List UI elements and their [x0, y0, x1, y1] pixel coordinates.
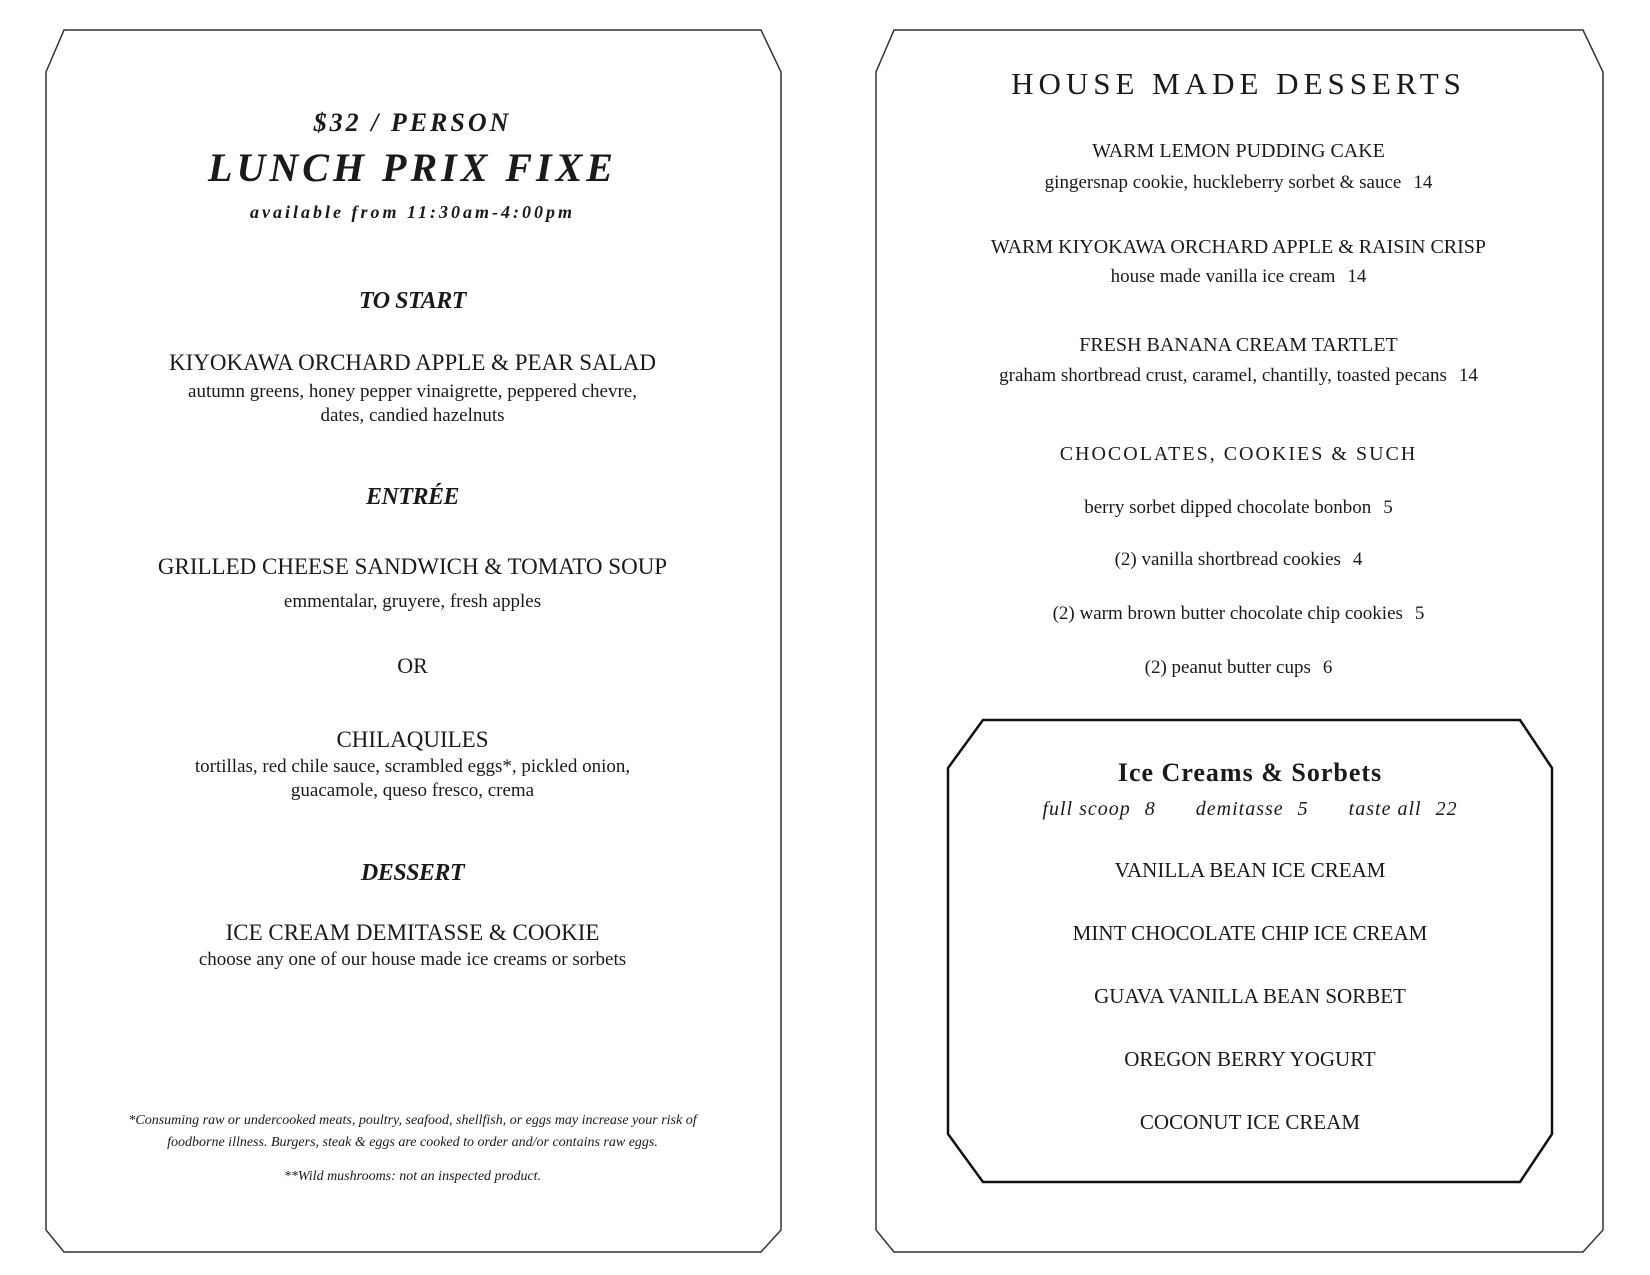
ice-creams-box — [948, 720, 1552, 1180]
chocolate-item: (2) warm brown butter chocolate chip cookies 5 — [1052, 603, 1425, 624]
dish-description: tortillas, red chile sauce, scrambled eggs*, pickled onion, — [194, 756, 631, 777]
flavor-item: COCONUT ICE CREAM — [1139, 1110, 1361, 1134]
item-price: 4 — [1352, 549, 1363, 570]
lunch-hours: available from 11:30am-4:00pm — [250, 202, 575, 222]
item-price: 6 — [1322, 657, 1333, 678]
dish-description: dates, candied hazelnuts — [320, 405, 505, 426]
desserts-title: HOUSE MADE DESSERTS — [1011, 66, 1466, 101]
flavor-item: VANILLA BEAN ICE CREAM — [1114, 858, 1386, 882]
dessert-name: FRESH BANANA CREAM TARTLET — [1079, 334, 1398, 356]
dish-description: choose any one of our house made ice creams or sorbets — [198, 949, 627, 970]
dessert-description: graham shortbread crust, caramel, chantilly, toasted pecans 14 — [999, 365, 1478, 386]
section-heading-to-start: TO START — [359, 288, 466, 314]
dish-name: GRILLED CHEESE SANDWICH & TOMATO SOUP — [157, 554, 668, 579]
dessert-description: gingersnap cookie, huckleberry sorbet & sauce 14 — [1044, 172, 1433, 193]
lunch-title: LUNCH PRIX FIXE — [208, 145, 617, 190]
dish-name: CHILAQUILES — [336, 727, 489, 752]
lunch-price: $32 / PERSON — [313, 108, 512, 137]
section-heading-dessert: DESSERT — [360, 860, 465, 886]
dish-description: autumn greens, honey pepper vinaigrette, peppered chevre, — [188, 381, 637, 402]
lunch-prix-fixe-panel — [46, 30, 779, 1250]
dish-description: guacamole, queso fresco, crema — [290, 780, 535, 801]
flavor-item: OREGON BERRY YOGURT — [1124, 1047, 1376, 1071]
house-made-desserts-panel — [876, 30, 1601, 1250]
ice-cream-sizes: full scoop 8 demitasse 5 taste all 22 — [1042, 798, 1458, 820]
mushroom-note: **Wild mushrooms: not an inspected product. — [283, 1169, 542, 1184]
dish-name: KIYOKAWA ORCHARD APPLE & PEAR SALAD — [169, 350, 656, 375]
section-heading-entree: ENTRÉE — [365, 484, 460, 510]
dessert-name: WARM LEMON PUDDING CAKE — [1092, 140, 1385, 162]
chocolates-heading: CHOCOLATES, COOKIES & SUCH — [1059, 443, 1418, 465]
dessert-price: 14 — [1347, 266, 1367, 287]
ice-creams-heading: Ice Creams & Sorbets — [1117, 758, 1383, 787]
dessert-price: 14 — [1458, 365, 1478, 386]
item-price: 5 — [1383, 497, 1393, 518]
dish-description: emmentalar, gruyere, fresh apples — [283, 591, 542, 612]
chocolate-item: berry sorbet dipped chocolate bonbon 5 — [1084, 497, 1393, 518]
disclaimer: *Consuming raw or undercooked meats, poultry, seafood, shellfish, or eggs may increase your risk of — [128, 1113, 697, 1128]
chocolate-item: (2) peanut butter cups 6 — [1144, 657, 1333, 678]
dessert-price: 14 — [1413, 172, 1433, 193]
flavor-item: MINT CHOCOLATE CHIP ICE CREAM — [1072, 921, 1428, 945]
or-separator: OR — [397, 653, 428, 678]
dessert-description: house made vanilla ice cream 14 — [1110, 266, 1367, 287]
dish-name: ICE CREAM DEMITASSE & COOKIE — [225, 920, 600, 945]
flavor-item: GUAVA VANILLA BEAN SORBET — [1094, 984, 1406, 1008]
item-price: 5 — [1414, 603, 1425, 624]
dessert-name: WARM KIYOKAWA ORCHARD APPLE & RAISIN CRISP — [990, 236, 1487, 258]
disclaimer: foodborne illness. Burgers, steak & eggs are cooked to order and/or contains raw eggs. — [167, 1135, 658, 1150]
chocolate-item: (2) vanilla shortbread cookies 4 — [1114, 549, 1363, 570]
